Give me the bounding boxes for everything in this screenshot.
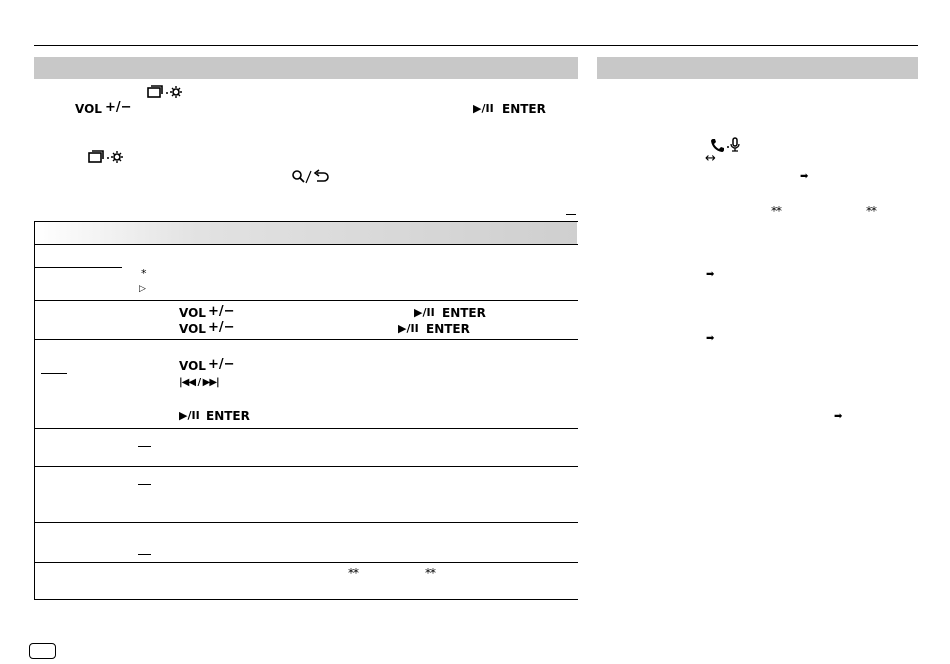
top-rule — [34, 45, 918, 46]
reference-mark — [41, 373, 67, 374]
play-pause-glyph: ▶/II — [414, 306, 435, 319]
menu-settings-icon — [147, 85, 183, 99]
double-asterisk-glyph: ** — [866, 204, 876, 218]
enter-button-label: ENTER — [442, 306, 486, 320]
double-asterisk-glyph: ** — [771, 204, 781, 218]
search-back-icon — [291, 169, 331, 185]
reference-mark — [138, 446, 151, 447]
vol-button-label: VOL — [179, 322, 206, 336]
vol-plus-minus: +/− — [208, 357, 235, 372]
table-left-border — [34, 221, 35, 600]
enter-button-label: ENTER — [206, 409, 250, 423]
skip-buttons-glyph: |◀◀ / ▶▶| — [179, 377, 219, 388]
enter-button-label: ENTER — [502, 102, 546, 116]
vol-button-label: VOL — [75, 102, 102, 116]
vol-button-label: VOL — [179, 306, 206, 320]
table-row-divider — [34, 428, 578, 429]
table-row-divider — [34, 522, 578, 523]
vol-plus-minus: +/− — [105, 100, 132, 115]
left-right-arrow-glyph: ↔ — [705, 151, 716, 166]
table-row-divider — [34, 339, 578, 340]
menu-settings-icon — [88, 150, 124, 164]
right-arrow-glyph: ➡ — [800, 171, 809, 182]
table-row-divider — [34, 466, 578, 467]
reference-mark — [566, 214, 576, 215]
double-asterisk-glyph: ** — [348, 566, 358, 580]
right-arrow-glyph: ➡ — [834, 411, 843, 422]
table-header-row — [35, 222, 577, 244]
reference-mark — [138, 554, 151, 555]
table-row-divider — [34, 562, 578, 563]
triangle-glyph: ▷ — [139, 284, 146, 294]
asterisk-glyph: * — [141, 267, 147, 280]
vol-plus-minus: +/− — [208, 304, 235, 319]
right-section-header-bar — [597, 57, 918, 79]
table-row-divider-short — [34, 267, 122, 268]
vol-plus-minus: +/− — [208, 320, 235, 335]
double-asterisk-glyph: ** — [425, 566, 435, 580]
vol-button-label: VOL — [179, 359, 206, 373]
reference-mark — [138, 484, 151, 485]
left-section-header-bar — [34, 57, 578, 79]
play-pause-glyph: ▶/II — [179, 409, 200, 422]
play-pause-glyph: ▶/II — [398, 322, 419, 335]
table-row-divider — [34, 300, 578, 301]
right-arrow-glyph: ➡ — [706, 269, 715, 280]
table-header-bottom — [34, 244, 578, 245]
table-bottom-border — [34, 599, 578, 600]
play-pause-glyph: ▶/II — [473, 102, 494, 115]
page-number-badge — [29, 643, 56, 659]
enter-button-label: ENTER — [426, 322, 470, 336]
right-arrow-glyph: ➡ — [706, 333, 715, 344]
